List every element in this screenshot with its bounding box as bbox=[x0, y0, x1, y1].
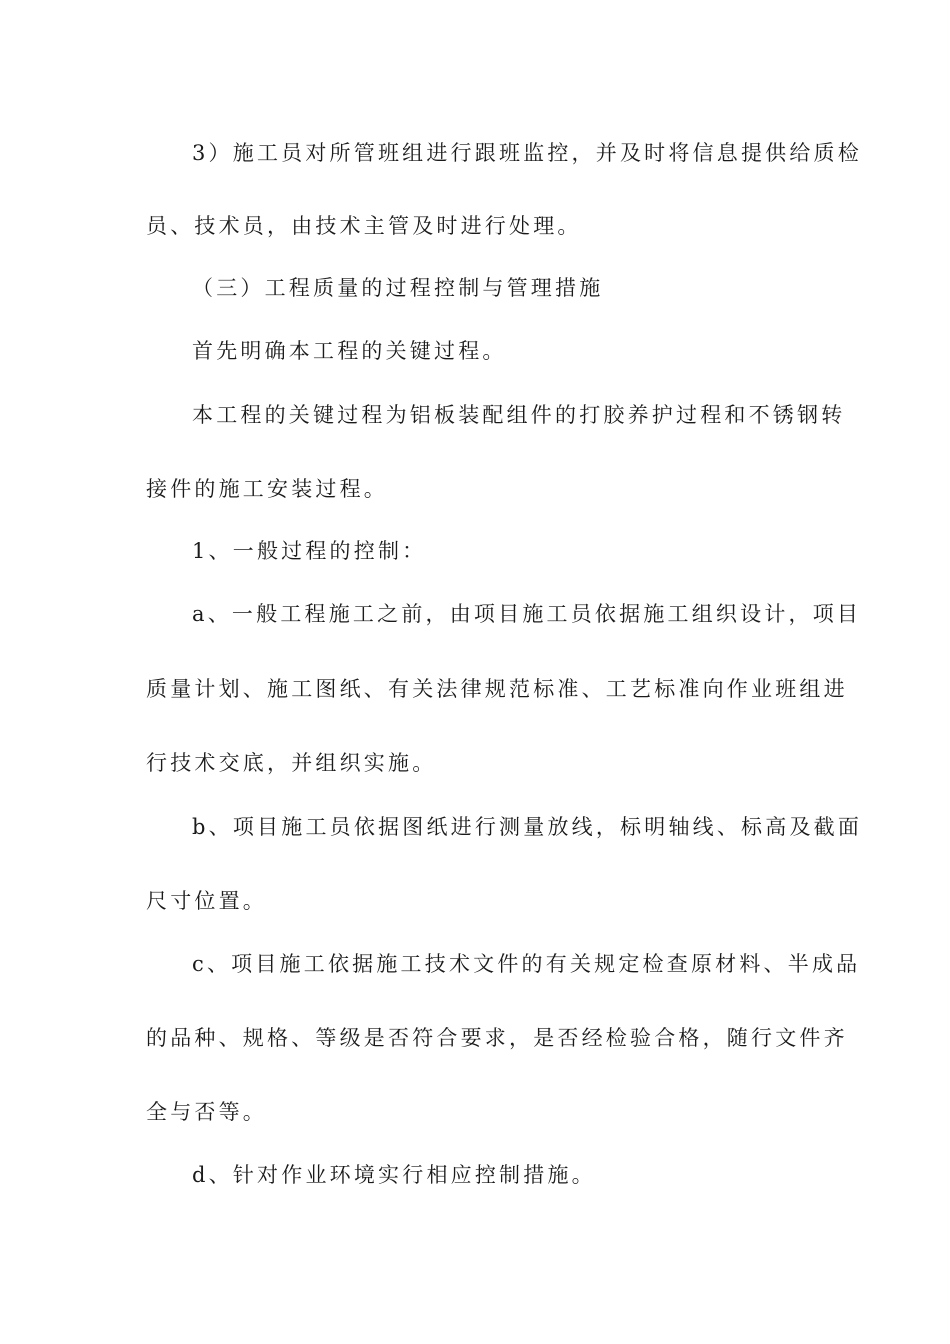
item-c-line-1: c、项目施工依据施工技术文件的有关规定检查原材料、半成品 bbox=[192, 952, 861, 976]
paragraph-1-line-2: 员、技术员，由技术主管及时进行处理。 bbox=[146, 214, 582, 238]
item-c-line-2: 的品种、规格、等级是否符合要求，是否经检验合格，随行文件齐 bbox=[146, 1026, 848, 1050]
item-a-line-2: 质量计划、施工图纸、有关法律规范标准、工艺标准向作业班组进 bbox=[146, 677, 848, 701]
item-b-line-1: b、项目施工员依据图纸进行测量放线，标明轴线、标高及截面 bbox=[192, 815, 863, 839]
subheading-general-process: 1、一般过程的控制： bbox=[192, 539, 427, 563]
paragraph-3-line-2: 接件的施工安装过程。 bbox=[146, 477, 388, 501]
item-a-line-3: 行技术交底，并组织实施。 bbox=[146, 751, 437, 775]
paragraph-1-line-1: 3）施工员对所管班组进行跟班监控，并及时将信息提供给质检 bbox=[192, 141, 862, 165]
section-heading: （三）工程质量的过程控制与管理措施 bbox=[192, 276, 604, 300]
item-d-line-1: d、针对作业环境实行相应控制措施。 bbox=[192, 1163, 596, 1187]
item-a-line-1: a、一般工程施工之前，由项目施工员依据施工组织设计，项目 bbox=[192, 602, 862, 626]
item-b-line-2: 尺寸位置。 bbox=[146, 889, 267, 913]
item-c-line-3: 全与否等。 bbox=[146, 1100, 267, 1124]
paragraph-2-line-1: 首先明确本工程的关键过程。 bbox=[192, 339, 507, 363]
paragraph-3-line-1: 本工程的关键过程为铝板装配组件的打胶养护过程和不锈钢转 bbox=[192, 403, 846, 427]
